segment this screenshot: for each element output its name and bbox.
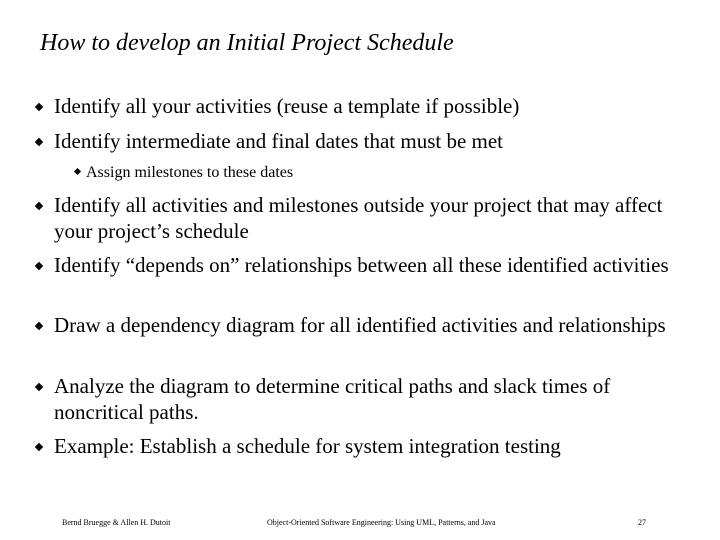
bullet-item (54, 93, 694, 119)
sub-bullet-item (86, 163, 293, 183)
diamond-bullet-icon (35, 202, 43, 210)
bullet-item (54, 252, 694, 278)
bullet-item (54, 128, 694, 154)
bullet-item (54, 433, 694, 459)
bullet-item (54, 312, 694, 338)
footer-authors: Bernd Bruegge & Allen H. Dutoit (62, 518, 171, 527)
footer-page-number: 27 (638, 518, 646, 527)
footer-book-title: Object-Oriented Software Engineering: Using UML, Patterns, and Java (267, 518, 496, 527)
bullet-item (54, 192, 694, 244)
bullet-item (54, 373, 694, 425)
diamond-bullet-icon (35, 443, 43, 451)
bullet-text: Identify “depends on” relationships between all these identified activities (54, 253, 669, 277)
bullet-text: Draw a dependency diagram for all identified activities and relationships (54, 313, 666, 337)
diamond-bullet-icon (35, 322, 43, 330)
diamond-bullet-icon (35, 383, 43, 391)
slide-title: How to develop an Initial Project Schedule (40, 30, 454, 56)
bullet-text: Identify all your activities (reuse a template if possible) (54, 94, 520, 118)
diamond-bullet-icon (35, 138, 43, 146)
bullet-text: Example: Establish a schedule for system integration testing (54, 434, 561, 458)
diamond-sub-bullet-icon (74, 168, 81, 175)
bullet-text: Analyze the diagram to determine critical paths and slack times of noncritical paths. (54, 374, 611, 424)
bullet-text: Identify intermediate and final dates that must be met (54, 129, 504, 153)
diamond-bullet-icon (35, 262, 43, 270)
sub-bullet-text: Assign milestones to these dates (86, 164, 294, 181)
bullet-text: Identify all activities and milestones outside your project that may affect your project’s schedule (54, 193, 663, 243)
diamond-bullet-icon (35, 103, 43, 111)
